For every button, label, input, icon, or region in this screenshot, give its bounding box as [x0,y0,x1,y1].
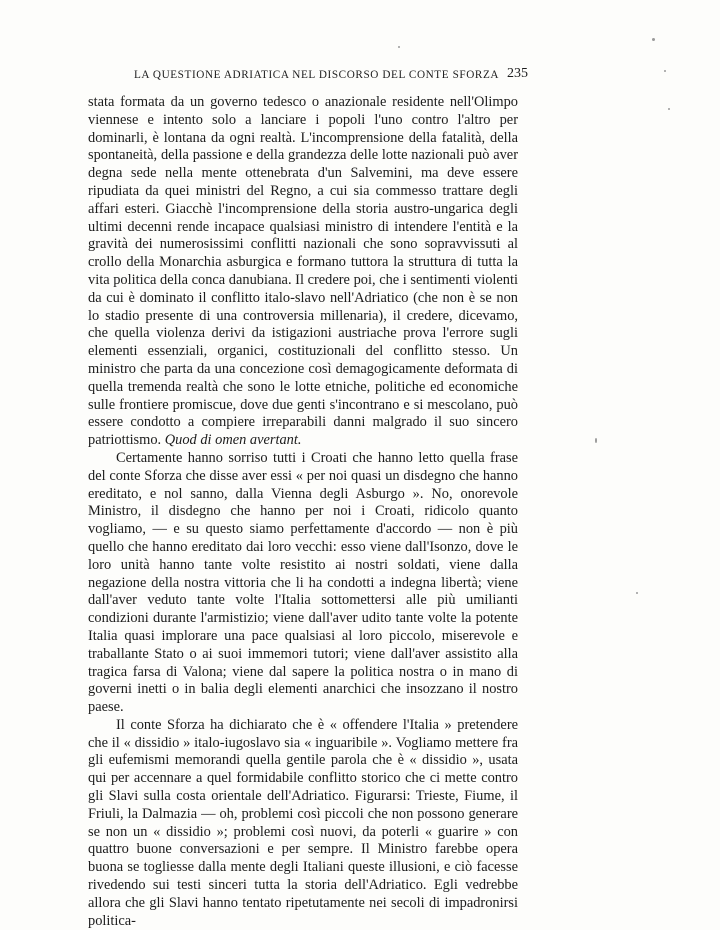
paragraph-text: Il conte Sforza ha dichiarato che è « offendere l'Italia » pretendere che il « dissidio » italo-iugoslavo sia « inguaribile ». Vogliamo mettere fra gli eufemismi memorandi quella gentile parola che è « dissidio », usata qui per accennare a quel formidabile conflitto storico che ci mette contro gli Slavi sulla costa orientale dell'Adriatico. Figurarsi: Trieste, Fiume, il Friuli, la Dalmazia — oh, problemi così piccoli che non possono generare se non un « dissidio »; problemi così nuovi, da poterli « guarire » con quattro buone conversazioni e per sempre. Il Ministro farebbe opera buona se togliesse dalla mente degli Italiani queste illusioni, e ciò facesse rivedendo sui testi sinceri tutta la storia dell'Adriatico. Egli vedrebbe allora che gli Slavi hanno tentato ripetutamente nei secoli di impadronirsi politica- [88,716,518,929]
paragraph [88,717,518,930]
paragraph-text: Certamente hanno sorriso tutti i Croati che hanno letto quella frase del conte Sforza che disse aver essi « per noi quasi un disdegno che hanno ereditato, e nol sanno, dalla Vienna degli Asburgo ». No, onorevole Ministro, il disdegno che hanno per noi i Croati, ridicolo quanto vogliamo, — e su questo siamo perfettamente d'accordo — non è più quello che hanno ereditato dai loro vecchi: esso viene dall'Isonzo, dove le loro unità hanno tante volte resistito ai nostri soldati, viene dalla negazione della nostra vittoria che li ha condotti a indegna libertà; viene dall'aver veduto tante volte l'Italia sottomettersi alle più umilianti condizioni durante l'armistizio; viene dall'aver udito tante volte la potente Italia quasi implorare una pace qualsiasi al loro piccolo, miserevole e traballante Stato o ai suoi immemori tutori; viene dall'aver assistito alla tragica farsa di Valona; viene dal sapere la politica nostra o in mano di governi inetti o in balia degli elementi anarchici che insozzano il nostro paese. [88,449,518,716]
page-header [120,66,528,86]
latin-phrase: Quod di omen avertant. [164,432,302,449]
body-text [88,94,518,930]
paragraph [88,450,518,717]
scan-speck [595,438,597,443]
paragraph-text: stata formata da un governo tedesco o anazionale residente nell'Olimpo viennese e intento solo a lanciare i popoli l'uno contro l'altro per dominarli, è lontana da ogni realtà. L'incomprensione della fatalità, della spontaneità, della passione e della grandezza delle lotte nazionali può aver degna sede nella mente ottenebrata d'un Salvemini, ma deve essere ripudiata da quei ministri del Regno, a cui sia commesso trattare degli affari esteri. Giacchè l'incomprensione della storia austro-ungarica degli ultimi decenni rende incapace qualsiasi ministro di intendere l'entità e la gravità dei numerosissimi conflitti nazionali che sono sopravvissuti al crollo della Monarchia asburgica e formano tuttora la struttura di tutta la vita politica della conca danubiana. Il credere poi, che i sentimenti violenti da cui è dominato il conflitto italo-slavo nell'Adriatico (che non è se non lo stadio presente di una controversia millenaria), il credere, dicevamo, che quella violenza derivi da istigazioni austriache prova l'errore sugli elementi essenziali, organici, costituzionali del conflitto stesso. Un ministro che parta da una concezione così demagogicamente deformata di quella tremenda realtà che sono le lotte etniche, politiche ed economiche sulle frontiere promiscue, dove due genti s'incontrano e si mescolano, può essere condotto a compiere irreparabili danni malgrado il suo sincero patriottismo. [88,94,518,449]
running-title: LA QUESTIONE ADRIATICA NEL DISCORSO DEL CONTE SFORZA [134,69,500,81]
scan-speck [668,108,670,110]
scan-speck [652,38,655,41]
paragraph [88,94,518,450]
scan-speck [398,46,400,48]
scan-speck [664,70,666,72]
scan-speck [636,592,638,594]
page-number: 235 [507,66,528,81]
